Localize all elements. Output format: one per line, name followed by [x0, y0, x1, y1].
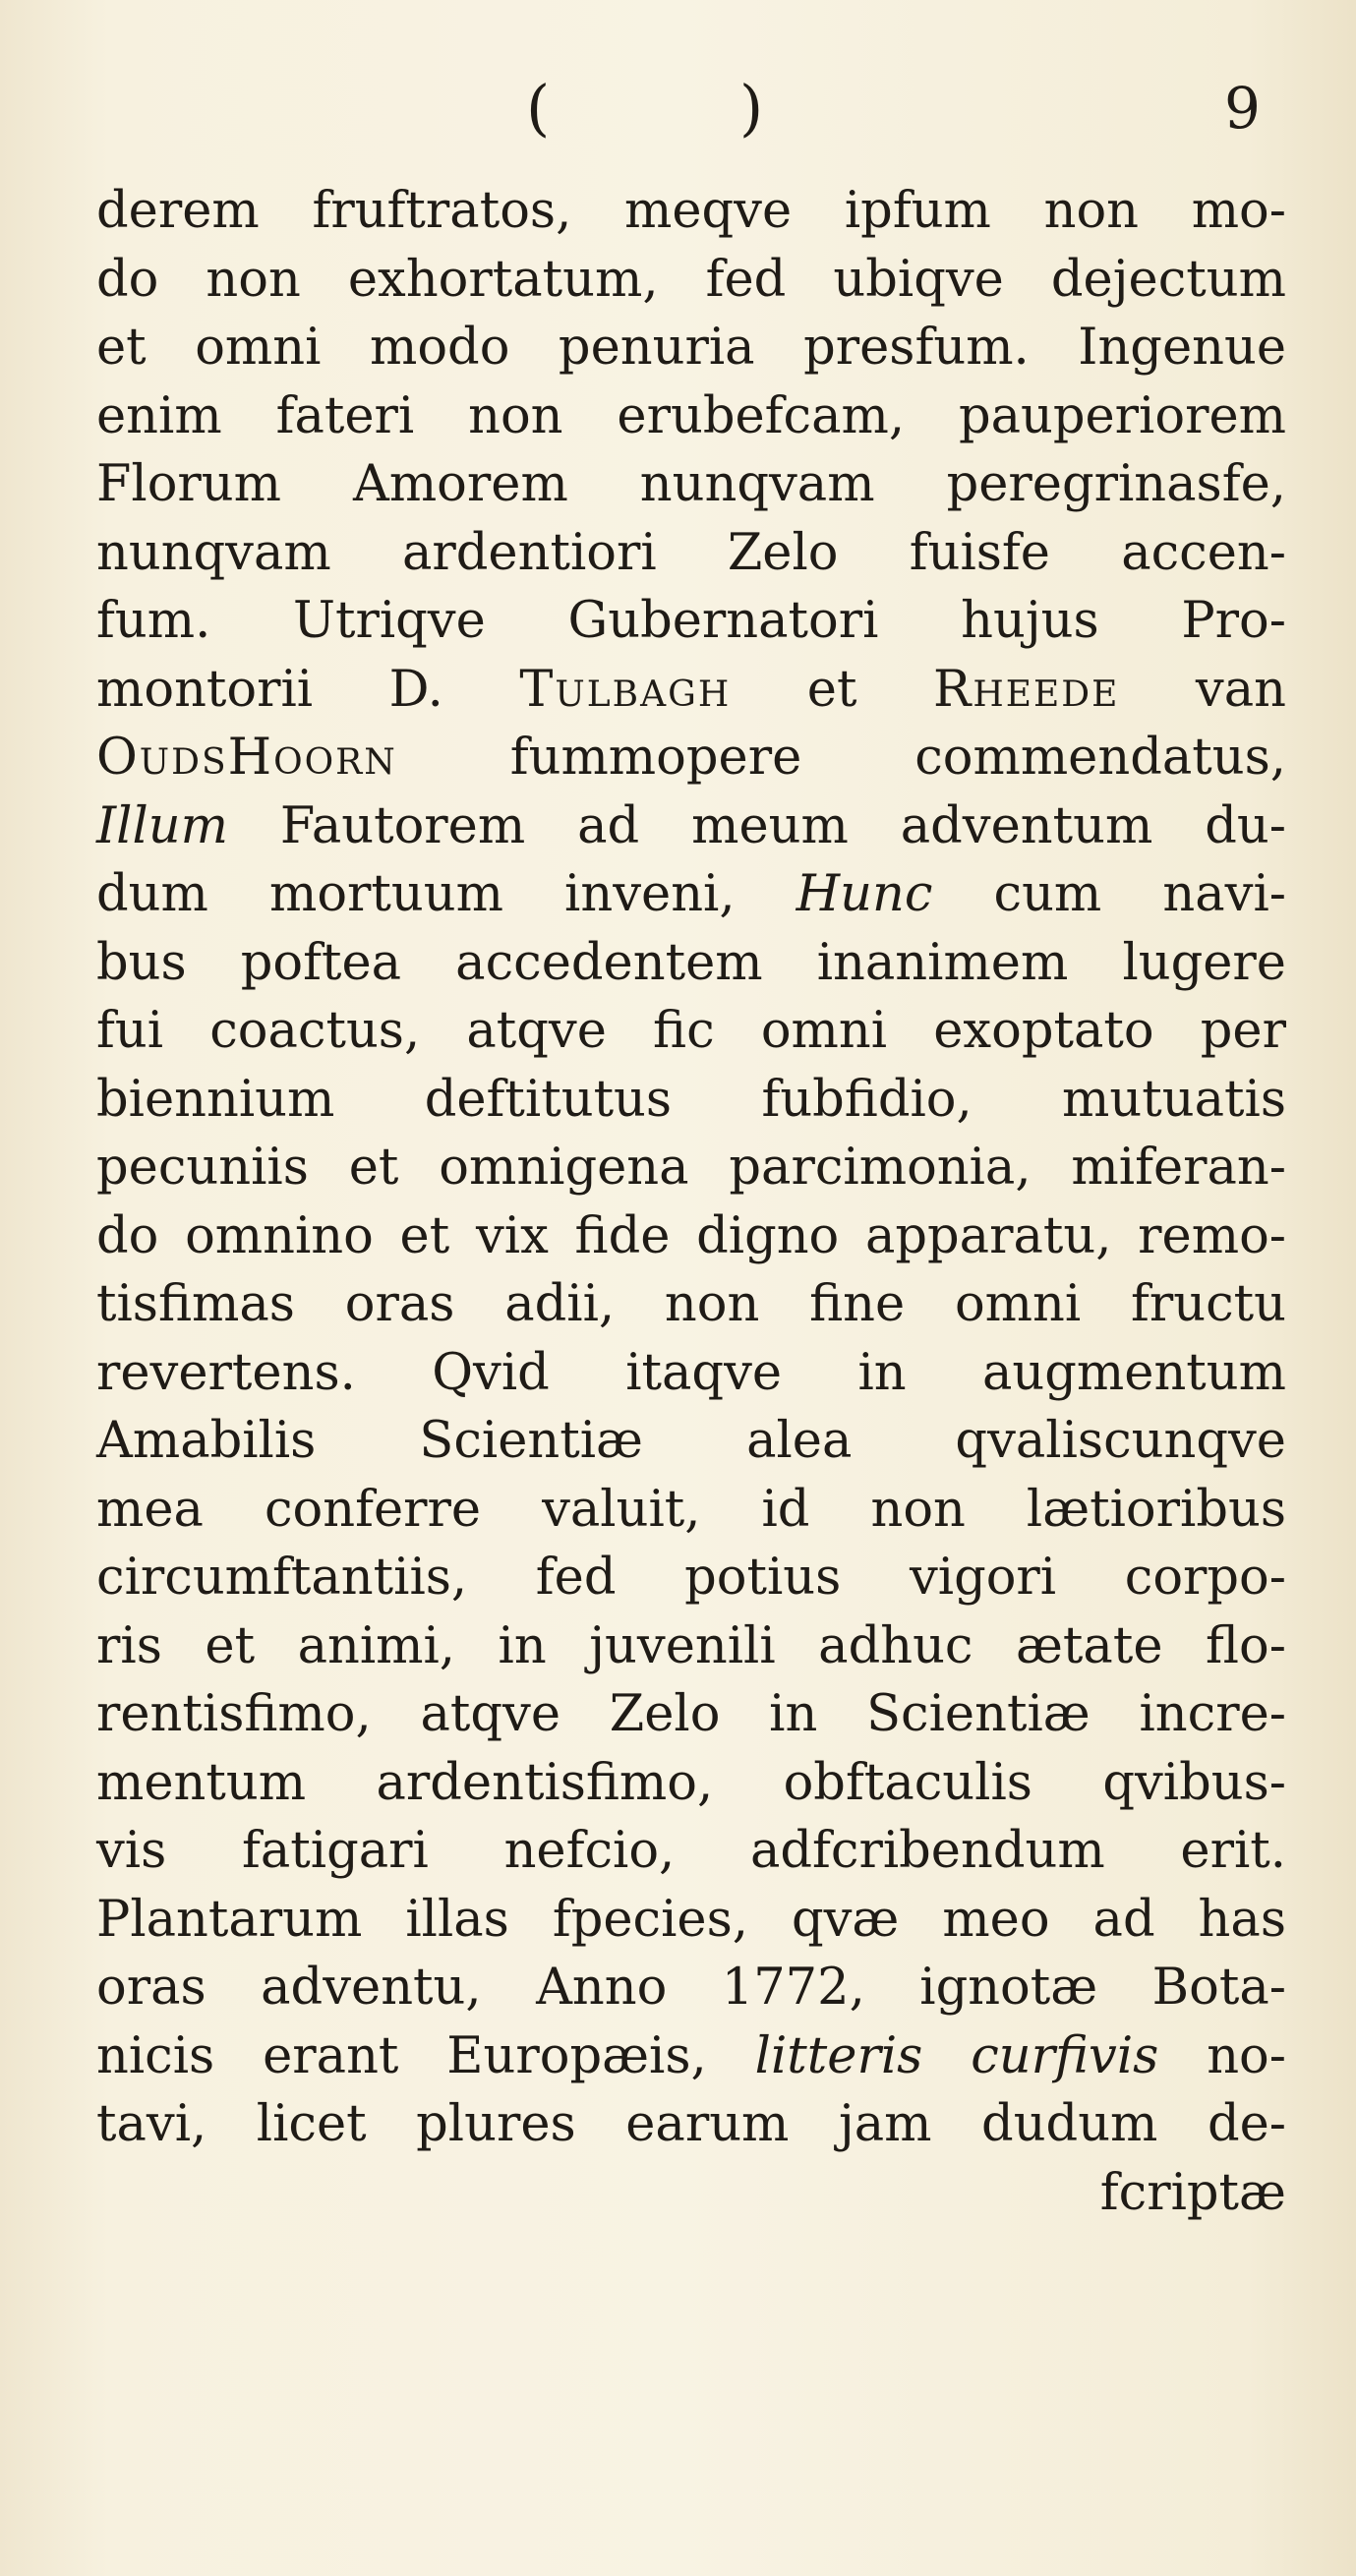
text-run: do non exhortatum, fed ubiqve dejectum — [96, 250, 1286, 309]
text-run: do omnino et vix fide digno apparatu, remo- — [96, 1206, 1286, 1265]
text-line — [96, 450, 1286, 519]
text-run: bus poftea accedentem inanimem lugere — [96, 933, 1286, 992]
text-line — [96, 587, 1286, 656]
text-run: fcriptæ — [1099, 2163, 1286, 2222]
text-line — [96, 2159, 1286, 2228]
text-line — [96, 382, 1286, 451]
text-run: enim fateri non erubefcam, pauperiorem — [96, 386, 1286, 445]
text-line — [96, 997, 1286, 1066]
small-caps-text: Rheede — [932, 660, 1120, 719]
text-line — [96, 1680, 1286, 1749]
text-run: dum mortuum inveni, — [96, 865, 796, 923]
text-line — [96, 1749, 1286, 1818]
text-run: nicis erant Europæis, — [96, 2026, 755, 2085]
text-run: ris et animi, in juvenili adhuc ætate flo- — [96, 1616, 1286, 1675]
text-line — [96, 2090, 1286, 2159]
text-line — [96, 2022, 1286, 2091]
text-run: Amabilis Scientiæ alea qvaliscunqve — [96, 1412, 1286, 1470]
text-line — [96, 1134, 1286, 1202]
text-line — [96, 246, 1286, 315]
text-line — [96, 792, 1286, 861]
text-run: tavi, licet plures earum jam dudum de- — [96, 2095, 1286, 2153]
text-line — [96, 519, 1286, 588]
small-caps-text: OudsHoorn — [96, 729, 397, 787]
text-line — [96, 1954, 1286, 2022]
text-run: Fautorem ad meum adventum du- — [227, 796, 1286, 855]
page-header — [0, 69, 1356, 147]
body-text — [96, 177, 1286, 2227]
italic-text: Illum — [96, 796, 228, 855]
text-run: Florum Amorem nunqvam peregrinasfe, — [96, 455, 1286, 513]
text-run: van — [1119, 660, 1286, 719]
text-line — [96, 1817, 1286, 1886]
text-run: tisfimas oras adii, non fine omni fructu — [96, 1275, 1286, 1333]
text-run: fum. Utriqve Gubernatori hujus Pro- — [96, 592, 1286, 650]
text-run: revertens. Qvid itaqve in augmentum — [96, 1343, 1286, 1402]
text-line — [96, 724, 1286, 792]
text-run: nunqvam ardentiori Zelo fuisfe accen- — [96, 523, 1286, 582]
text-line — [96, 1544, 1286, 1612]
text-run: circumftantiis, fed potius vigori corpo- — [96, 1549, 1286, 1607]
text-run: Plantarum illas fpecies, qvæ meo ad has — [96, 1890, 1286, 1949]
text-line — [96, 1886, 1286, 1955]
text-line — [96, 1407, 1286, 1476]
italic-text: litteris curfivis — [754, 2026, 1159, 2085]
text-run: vis fatigari nefcio, adfcribendum erit. — [96, 1822, 1286, 1880]
text-line — [96, 1202, 1286, 1271]
text-run: montorii D. — [96, 660, 520, 719]
text-run: derem fruftratos, meqve ipfum non mo- — [96, 182, 1286, 240]
text-run: oras adventu, Anno 1772, ignotæ Bota- — [96, 1959, 1286, 2017]
text-run: cum navi- — [932, 865, 1286, 923]
text-run: et omni modo penuria presfum. Ingenue — [96, 319, 1286, 377]
text-line — [96, 177, 1286, 246]
text-run: pecuniis et omnigena parcimonia, miferan- — [96, 1139, 1286, 1197]
text-run: biennium deftitutus fubfidio, mutuatis — [96, 1070, 1286, 1129]
text-run: fummopere commendatus, — [396, 729, 1286, 787]
text-line — [96, 1270, 1286, 1339]
text-line — [96, 1476, 1286, 1545]
header-paren-open: ( — [526, 72, 551, 144]
text-line — [96, 929, 1286, 998]
small-caps-text: Tulbagh — [519, 660, 732, 719]
header-paren-close: ) — [739, 72, 764, 144]
text-line — [96, 1612, 1286, 1681]
text-run: fui coactus, atqve fic omni exoptato per — [96, 1002, 1286, 1060]
text-run: rentisfimo, atqve Zelo in Scientiæ incre- — [96, 1685, 1286, 1743]
page-number: 9 — [1224, 75, 1261, 142]
italic-text: Hunc — [796, 865, 933, 923]
text-line — [96, 314, 1286, 382]
text-line — [96, 860, 1286, 929]
text-line — [96, 656, 1286, 725]
text-line — [96, 1066, 1286, 1135]
text-run: et — [731, 660, 933, 719]
text-line — [96, 1339, 1286, 1408]
text-run: mea conferre valuit, id non lætioribus — [96, 1480, 1286, 1539]
text-run: mentum ardentisfimo, obftaculis qvibus- — [96, 1753, 1286, 1812]
text-run: no- — [1158, 2026, 1286, 2085]
